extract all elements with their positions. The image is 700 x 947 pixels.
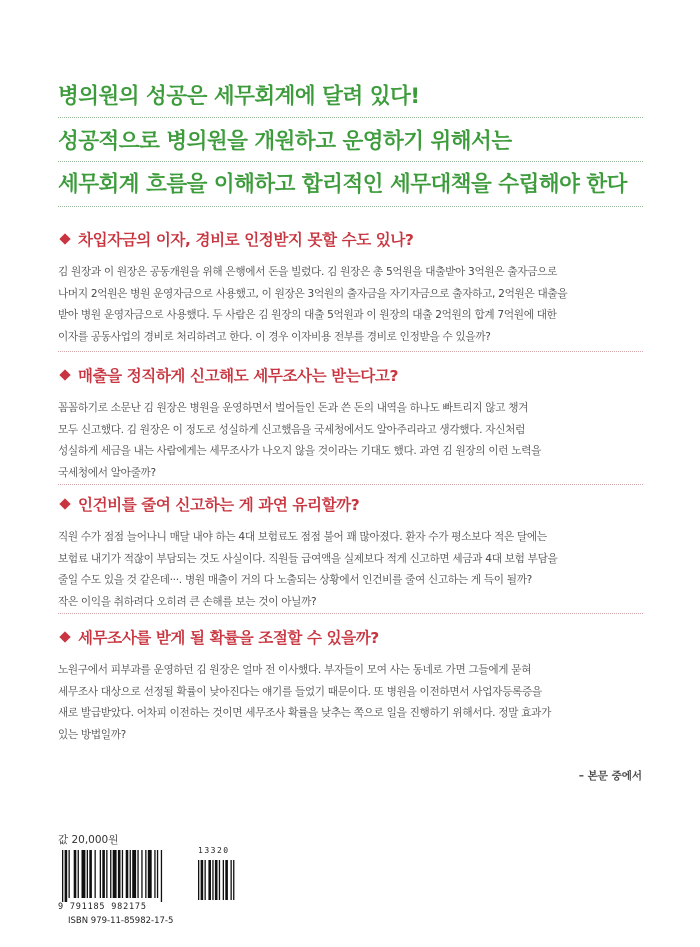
- barcode-addon-digits: 13320: [198, 846, 230, 855]
- body-line: 작은 이익을 취하려다 오히려 큰 손해를 보는 것이 아닐까?: [58, 595, 317, 608]
- body-line: 이자를 공동사업의 경비로 처리하려고 한다. 이 경우 이자비용 전부를 경비로 인정받을 수 있을까?: [58, 330, 491, 343]
- body-line: 국세청에서 알아줄까?: [58, 466, 156, 479]
- body-line: 보험료 내기가 적잖이 부담되는 것도 사실이다. 직원들 급여액을 실제보다 적게 신고하면 세금과 4대 보험 부담을: [58, 552, 558, 565]
- section-body: [58, 262, 643, 348]
- section-body: [58, 527, 643, 613]
- body-line: 직원 수가 점점 늘어나니 매달 내야 하는 4대 보험료도 점점 불어 꽤 많아졌다. 환자 수가 평소보다 적은 달에는: [58, 531, 547, 543]
- qa-section-3: [58, 493, 643, 613]
- headline-divider: [58, 117, 643, 118]
- body-line: 꼼꼼하기로 소문난 김 원장은 병원을 운영하면서 벌어들인 돈과 쓴 돈의 내역을 하나도 빠트리지 않고 챙겨: [58, 402, 529, 414]
- qa-section-1: [58, 228, 643, 348]
- section-divider: [58, 484, 643, 485]
- source-note: – 본문 중에서: [578, 770, 642, 782]
- isbn-number: ISBN 979-11-85982-17-5: [68, 916, 174, 926]
- body-line: 있는 방법일까?: [58, 728, 126, 741]
- diamond-bullet-icon: [59, 233, 70, 244]
- section-title: [58, 228, 643, 250]
- section-title: [58, 493, 643, 515]
- section-title: [58, 364, 643, 386]
- body-line: 노원구에서 피부과를 운영하던 김 원장은 얼마 전 이사했다. 부자들이 모여 사는 동네로 가면 그들에게 묻혀: [58, 664, 532, 676]
- body-line: 김 원장과 이 원장은 공동개원을 위해 은행에서 돈을 빌렸다. 김 원장은 총 5억원을 대출받아 3억원은 출자금으로: [58, 266, 558, 278]
- diamond-bullet-icon: [59, 498, 70, 509]
- section-title-text: 매출을 정직하게 신고해도 세무조사는 받는다고?: [78, 367, 399, 385]
- section-body: [58, 398, 643, 484]
- section-title: [58, 626, 643, 648]
- body-line: 모두 신고했다. 김 원장은 이 정도로 성실하게 신고했음을 국세청에서도 알아주리라고 생각했다. 자신처럼: [58, 423, 526, 436]
- headline-divider: [58, 161, 643, 162]
- headline-line-1: 병의원의 성공은 세무회계에 달려 있다!: [58, 84, 420, 109]
- isbn-barcode: [58, 846, 258, 926]
- body-line: 세무조사 대상으로 선정될 확률이 낮아진다는 얘기를 들었기 때문이다. 또 병원을 이전하면서 사업자등록증을: [58, 685, 542, 698]
- body-line: 성실하게 세금을 내는 사람에게는 세무조사가 나오지 않을 것이라는 기대도 했다. 과연 김 원장의 이런 노력을: [58, 445, 542, 458]
- body-line: 나머지 2억원은 병원 운영자금으로 사용했고, 이 원장은 3억원의 출자금을 자기자금으로 출자하고, 2억원은 대출을: [58, 287, 568, 300]
- headline-line-2: 성공적으로 병의원을 개원하고 운영하기 위해서는: [58, 129, 512, 154]
- headline-divider: [58, 206, 643, 207]
- diamond-bullet-icon: [59, 631, 70, 642]
- qa-section-2: [58, 364, 643, 484]
- section-title-text: 차입자금의 이자, 경비로 인정받지 못할 수도 있나?: [78, 231, 414, 249]
- price-label: 값 20,000원: [58, 834, 119, 846]
- section-title-text: 세무조사를 받게 될 확률을 조절할 수 있을까?: [78, 629, 379, 647]
- body-line: 받아 병원 운영자금으로 사용했다. 두 사람은 김 원장의 대출 5억원과 이 원장의 대출 2억원의 합계 7억원에 대한: [58, 309, 557, 322]
- section-body: [58, 660, 643, 746]
- qa-section-4: [58, 626, 643, 746]
- section-divider: [58, 613, 643, 614]
- section-title-text: 인건비를 줄여 신고하는 게 과연 유리할까?: [78, 496, 360, 514]
- section-divider: [58, 351, 643, 352]
- barcode-ean-digits: 9 791185 982175: [58, 902, 147, 912]
- body-line: 줄일 수도 있을 것 같은데···. 병원 매출이 거의 다 노출되는 상황에서 인건비를 줄여 신고하는 게 득이 될까?: [58, 574, 532, 587]
- barcode-image: [58, 850, 258, 902]
- body-line: 새로 발급받았다. 어차피 이전하는 것이면 세무조사 확률을 낮추는 쪽으로 일을 진행하기 위해서다. 정말 효과가: [58, 707, 552, 720]
- diamond-bullet-icon: [59, 369, 70, 380]
- headline-line-3: 세무회계 흐름을 이해하고 합리적인 세무대책을 수립해야 한다: [58, 172, 627, 197]
